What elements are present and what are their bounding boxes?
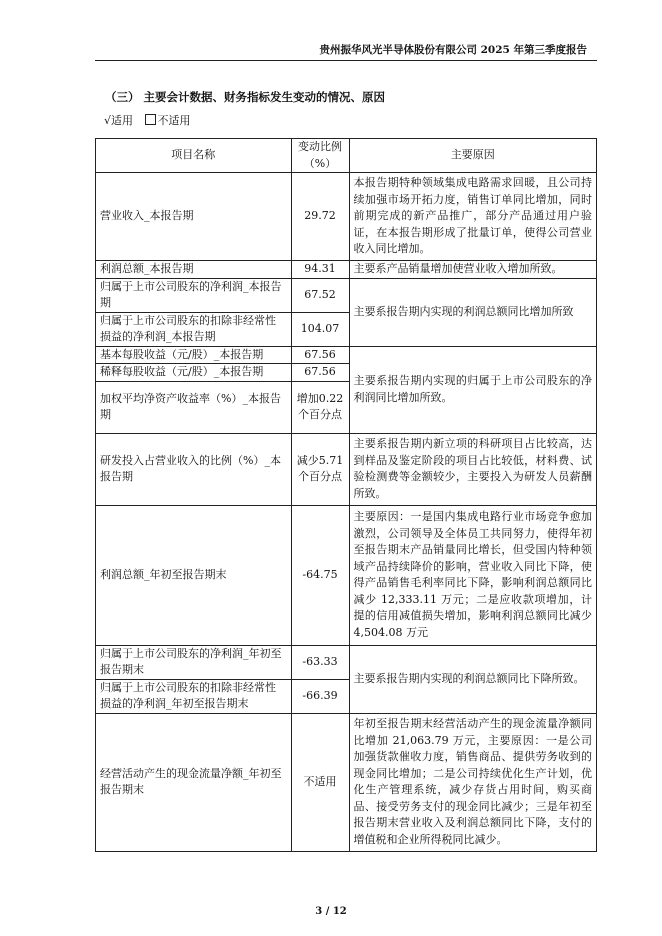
- row-reason: 主要原因：一是国内集成电路行业市场竞争愈加激烈，公司领导及全体员工共同努力，使得年初至报告期末产品销量同比增长，但受国内特种领域产品持续降价的影响，营业收入同比下降，使得产品销售毛利率同比下降，影响利润总额同比减少 12,333.11 万元；二是应收款项增加，计提的信用减值损失增加，影响利润总额同比减少 4,504.08 万元: [349, 505, 596, 645]
- row-item: 营业收入_本报告期: [96, 173, 292, 261]
- row-reason: 主要系报告期内实现的利润总额同比下降所致。: [349, 645, 596, 713]
- table-row: [96, 261, 597, 279]
- applicability-line: [104, 112, 191, 128]
- row-item: 稀释每股收益（元/股）_本报告期: [96, 364, 292, 382]
- page-header: 贵州振华风光半导体股份有限公司 2025 年第三季度报告: [95, 40, 597, 61]
- row-item: 归属于上市公司股东的扣除非经常性损益的净利润_本报告期: [96, 312, 292, 346]
- section-title: （三） 主要会计数据、财务指标发生变动的情况、原因: [105, 90, 386, 104]
- row-item: 加权平均净资产收益率（%）_本报告期: [96, 381, 292, 433]
- row-item: 归属于上市公司股东的净利润_本报告期: [96, 278, 292, 312]
- row-reason: 年初至报告期末经营活动产生的现金流量净额同比增加 21,063.79 万元，主要原因：一是公司加强货款催收力度，销售商品、提供劳务收到的现金同比增加；二是公司持续优化生产计划，优化生产管理系统，减少存货占用时间，购买商品、接受劳务支付的现金同比减少；三是年初至报告期末营业收入及利润总额同比下降，支付的增值税和企业所得税同比减少。: [349, 713, 596, 851]
- applicable-label: 适用: [111, 114, 134, 127]
- check-mark-icon: √: [104, 114, 112, 127]
- row-ratio: 94.31: [291, 261, 349, 279]
- row-reason: 主要系报告期内新立项的科研项目占比较高，达到样品及鉴定阶段的项目占比较低，材料费、试验检测费等金额较少，主要投入为研发人员薪酬所致。: [349, 433, 596, 505]
- row-ratio: -66.39: [291, 679, 349, 713]
- row-ratio: 104.07: [291, 312, 349, 346]
- financial-changes-table: [95, 138, 597, 852]
- row-item: 归属于上市公司股东的扣除非经常性损益的净利润_年初至报告期末: [96, 679, 292, 713]
- row-reason: 主要系产品销量增加使营业收入增加所致。: [349, 261, 596, 279]
- empty-checkbox-icon: [145, 114, 156, 125]
- row-ratio: 67.52: [291, 278, 349, 312]
- row-reason: 主要系报告期内实现的归属于上市公司股东的净利润同比增加所致。: [349, 346, 596, 433]
- row-ratio: 减少5.71个百分点: [291, 433, 349, 505]
- row-item: 基本每股收益（元/股）_本报告期: [96, 346, 292, 364]
- table-row: [96, 278, 597, 312]
- table-row: [96, 433, 597, 505]
- table-row: [96, 645, 597, 679]
- row-ratio: -64.75: [291, 505, 349, 645]
- row-item: 利润总额_本报告期: [96, 261, 292, 279]
- row-ratio: -63.33: [291, 645, 349, 679]
- row-reason: 主要系报告期内实现的利润总额同比增加所致: [349, 278, 596, 346]
- table-row: [96, 346, 597, 364]
- row-ratio: 增加0.22个百分点: [291, 381, 349, 433]
- page-number: 3 / 12: [315, 906, 347, 917]
- row-item: 研发投入占营业收入的比例（%）_本报告期: [96, 433, 292, 505]
- row-ratio: 67.56: [291, 364, 349, 382]
- header-item: 项目名称: [96, 139, 292, 173]
- row-item: 归属于上市公司股东的净利润_年初至报告期末: [96, 645, 292, 679]
- row-ratio: 67.56: [291, 346, 349, 364]
- table-row: [96, 173, 597, 261]
- header-reason: 主要原因: [349, 139, 596, 173]
- table-row: [96, 713, 597, 851]
- row-reason: 本报告期特种领域集成电路需求回暖，且公司持续加强市场开拓力度，销售订单同比增加，同时前期完成的新产品推广，部分产品通过用户验证，在本报告期形成了批量订单，使得公司营业收入同比增加。: [349, 173, 596, 261]
- table-row: [96, 505, 597, 645]
- row-item: 经营活动产生的现金流量净额_年初至报告期末: [96, 713, 292, 851]
- header-ratio: 变动比例（%）: [291, 139, 349, 173]
- not-applicable-label: 不适用: [157, 114, 191, 127]
- table-header-row: [96, 139, 597, 173]
- row-ratio: 29.72: [291, 173, 349, 261]
- row-item: 利润总额_年初至报告期末: [96, 505, 292, 645]
- row-ratio: 不适用: [291, 713, 349, 851]
